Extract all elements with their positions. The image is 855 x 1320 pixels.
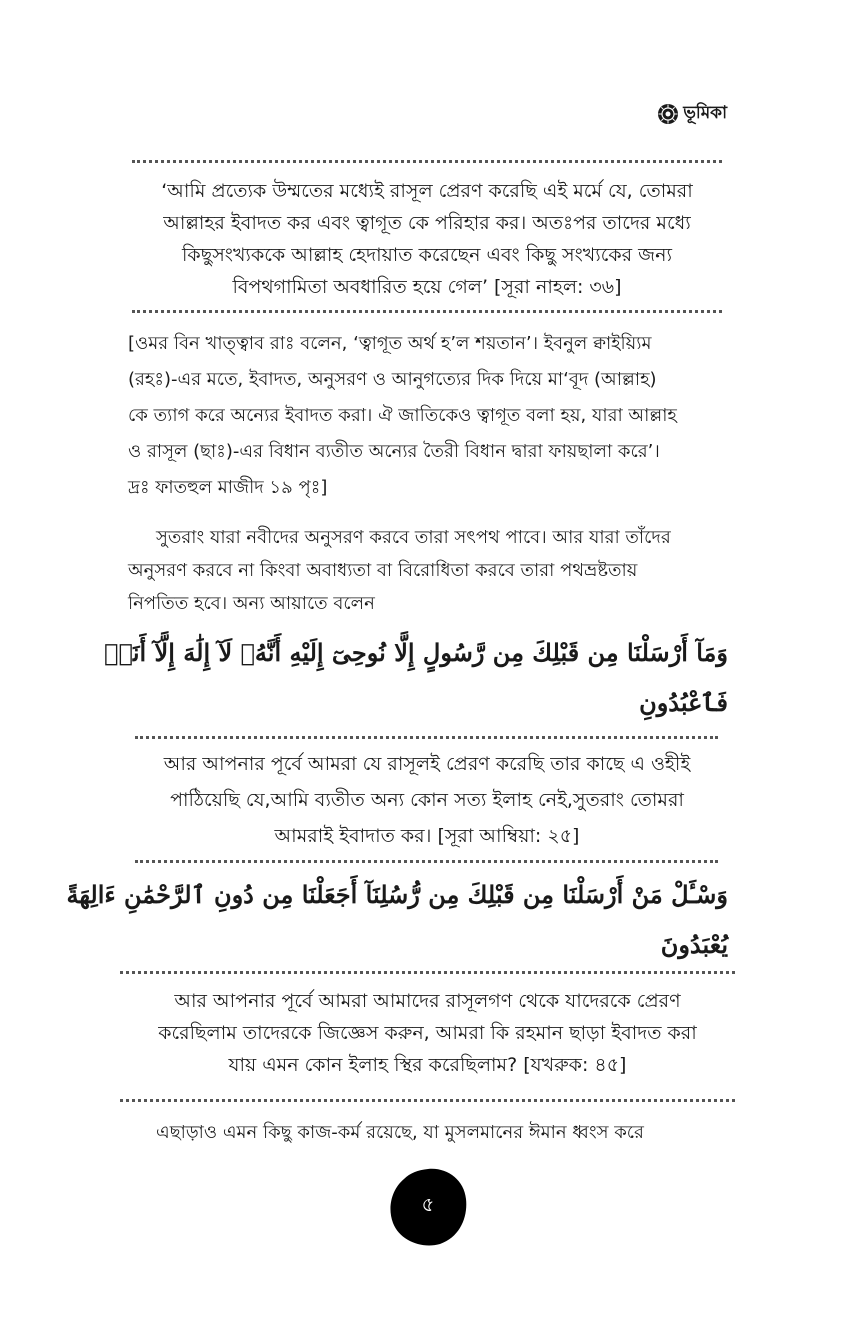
- quote-nahl: [112, 175, 742, 303]
- quote-line: আর আপনার পূর্বে আমরা আমাদের রাসূলগণ থেকে যাদেরকে প্রেরণ: [174, 990, 681, 1012]
- page-header: [657, 100, 727, 128]
- body-paragraph: [128, 521, 728, 620]
- floral-ornament-icon: [657, 103, 679, 125]
- dotted-divider: [132, 310, 722, 313]
- quote-line: পাঠিয়েছি যে,আমি ব্যতীত অন্য কোন সত্য ইলাহ নেই,সুতরাং তোমরা: [170, 789, 684, 811]
- arabic-verse: [104, 628, 728, 728]
- note-line: (রহঃ)-এর মতে, ইবাদত, অনুসরণ ও আনুগত্যের দিক দিয়ে মা‘বূদ (আল্লাহ): [128, 369, 657, 390]
- arabic-verse: [66, 870, 728, 970]
- taghut-note: [128, 326, 728, 506]
- quote-zukhruf: [110, 985, 745, 1081]
- dotted-divider: [132, 160, 722, 163]
- page-number: ৫: [421, 1192, 435, 1216]
- note-line: দ্রঃ ফাতহুল মাজীদ ১৯ পৃঃ]: [128, 477, 328, 498]
- dotted-divider: [120, 1099, 735, 1102]
- paragraph-line: নিপতিত হবে। অন্য আয়াতে বলেন: [128, 593, 375, 614]
- quote-line: বিপথগামিতা অবধারিত হয়ে গেল’ [সূরা নাহল: ৩৬]: [232, 276, 622, 298]
- note-line: কে ত্যাগ করে অন্যের ইবাদত করা। ঐ জাতিকেও ত্বাগূত বলা হয়, যারা আল্লাহ: [128, 405, 677, 426]
- paragraph-line: সুতরাং যারা নবীদের অনুসরণ করবে তারা সৎপথ পাবে। আর যারা তাঁদের: [156, 527, 671, 548]
- paragraph-line: অনুসরণ করবে না কিংবা অবাধ্যতা বা বিরোধিতা করবে তারা পথভ্রষ্টতায়: [128, 560, 638, 581]
- quote-line: আমরাই ইবাদাত কর। [সূরা আম্বিয়া: ২৫]: [274, 825, 580, 847]
- quote-line: আর আপনার পূর্বে আমরা যে রাসূলই প্রেরণ করেছি তার কাছে এ ওহীই: [163, 753, 691, 775]
- arabic-line: فَٱعْبُدُونِ: [639, 688, 728, 717]
- paragraph-line: এছাড়াও এমন কিছু কাজ-কর্ম রয়েছে, যা মুসলমানের ঈমান ধ্বংস করে: [156, 1122, 644, 1143]
- note-line: [ওমর বিন খাত্ত্বাব রাঃ বলেন, ‘ত্বাগূত অর্থ হ’ল শয়তান’। ইবনুল ক্বাইয়্যিম: [128, 333, 652, 354]
- dotted-divider: [135, 860, 718, 863]
- quote-line: যায় এমন কোন ইলাহ স্থির করেছিলাম? [যখরুক: ৪৫]: [228, 1054, 627, 1076]
- quote-line: কিছুসংখ্যককে আল্লাহ হেদায়াত করেছেন এবং কিছু সংখ্যকের জন্য: [181, 244, 673, 266]
- section-title: ভূমিকা: [683, 103, 727, 123]
- quote-ambiya: [112, 746, 742, 854]
- quote-line: করেছিলাম তাদেরকে জিজ্ঞেস করুন, আমরা কি রহমান ছাড়া ইবাদত করা: [158, 1022, 697, 1044]
- quote-line: আল্লাহর ইবাদত কর এবং ত্বাগূত কে পরিহার কর। অতঃপর তাদের মধ্যে: [163, 212, 691, 234]
- dotted-divider: [120, 971, 735, 974]
- arabic-line: وَمَآ أَرْسَلْنَا مِن قَبْلِكَ مِن رَّسُولٍ إِلَّا نُوحِىٓ إِلَيْهِ أَنَّهُۥ لَآ إِلَٰهَ إِلَّآ أَنَا۠: [104, 638, 728, 667]
- quote-line: ‘আমি প্রত্যেক উম্মতের মধ্যেই রাসূল প্রেরণ করেছি এই মর্মে যে, তোমরা: [161, 180, 693, 202]
- arabic-line: وَسْـَٔلْ مَنْ أَرْسَلْنَا مِن قَبْلِكَ مِن رُّسُلِنَآ أَجَعَلْنَا مِن دُونِ ٱلرَّحْمَٰنِ ءَالِهَةً: [66, 880, 728, 909]
- arabic-line: يُعْبَدُونَ: [660, 930, 728, 959]
- body-paragraph: [128, 1116, 728, 1149]
- note-line: ও রাসূল (ছাঃ)-এর বিধান ব্যতীত অন্যের তৈরী বিধান দ্বারা ফায়ছালা করে’।: [128, 441, 660, 462]
- dotted-divider: [135, 736, 718, 739]
